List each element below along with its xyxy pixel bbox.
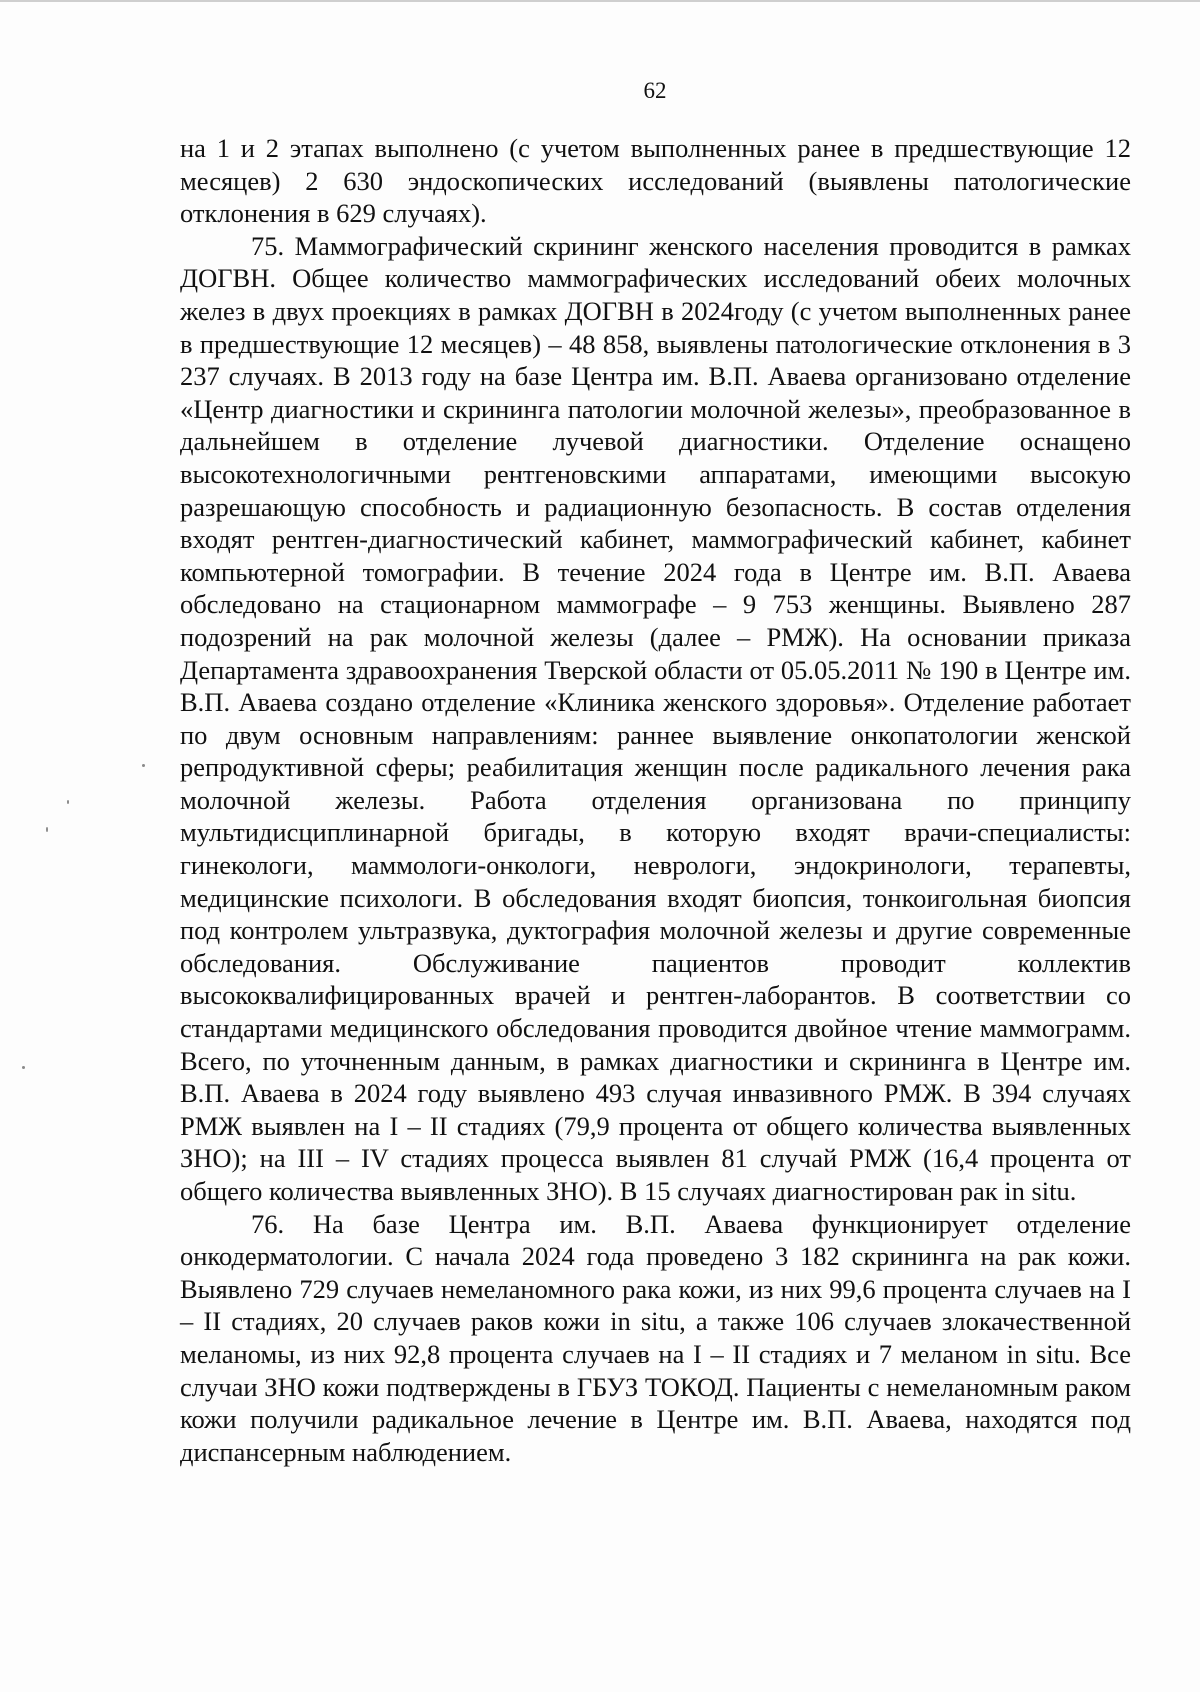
page-number: 62 xyxy=(643,78,667,103)
scan-speck xyxy=(46,827,48,832)
paragraph-75-mammography-screening: 75. Маммографический скрининг женского населения проводится в рамках ДОГВН. Общее количество маммографических исследований обеих молочных желез в двух проекциях в рамках ДОГВН в 2024году (с учетом выполненных ранее в предшествующие 12 месяцев) – 48 858, выявлены патологические отклонения в 3 237 случаях. В 2013 году на базе Центра им. В.П. Аваева организовано отделение «Центр диагностики и скрининга патологии молочной железы», преобразованное в дальнейшем в отделение лучевой диагностики. Отделение оснащено высокотехнологичными рентгеновскими аппаратами, имеющими высокую разрешающую способность и радиационную безопасность. В состав отделения входят рентген-диагностический кабинет, маммографический кабинет, кабинет компьютерной томографии. В течение 2024 года в Центре им. В.П. Аваева обследовано на стационарном маммографе – 9 753 женщины. Выявлено 287 подозрений на рак молочной железы (далее – РМЖ). На основании приказа Департамента здравоохранения Тверской области от 05.05.2011 № 190 в Центре им. В.П. Аваева создано отделение «Клиника женского здоровья». Отделение работает по двум основным направлениям: раннее выявление онкопатологии женской репродуктивной сферы; реабилитация женщин после радикального лечения рака молочной железы. Работа отделения организована по принципу мультидисциплинарной бригады, в которую входят врачи-специалисты: гинекологи, маммологи-онкологи, неврологи, эндокринологи, терапевты, медицинские психологи. В обследования входят биопсия, тонкоигольная биопсия под контролем ультразвука, дуктография молочной железы и другие современные обследования. Обслуживание пациентов проводит коллектив высококвалифицированных врачей и рентген-лаборантов. В соответствии со стандартами медицинского обследования проводится двойное чтение маммограмм. Всего, по уточненным данным, в рамках диагностики и скрининга в Центре им. В.П. Аваева в 2024 году выявлено 493 случая инвазивного РМЖ. В 394 случаях РМЖ выявлен на I – II стадиях (79,9 процента от общего количества выявленных ЗНО); на III – IV стадиях процесса выявлен 81 случай РМЖ (16,4 процента от общего количества выявленных ЗНО). В 15 случаях диагностирован рак in situ. xyxy=(180,230,1131,1206)
scan-speck xyxy=(67,800,69,804)
document-body xyxy=(180,132,1131,1468)
scan-speck xyxy=(22,1066,25,1069)
paragraph-76-oncodermatology: 76. На базе Центра им. В.П. Аваева функционирует отделение онкодерматологии. С начала 2024 года проведено 3 182 скрининга на рак кожи. Выявлено 729 случаев немеланомного рака кожи, из них 99,6 процента случаев на I – II стадиях, 20 случаев раков кожи in situ, а также 106 случаев злокачественной меланомы, из них 92,8 процента случаев на I – II стадиях и 7 меланом in situ. Все случаи ЗНО кожи подтверждены в ГБУЗ ТОКОД. Пациенты с немеланомным раком кожи получили радикальное лечение в Центре им. В.П. Аваева, находятся под диспансерным наблюдением. xyxy=(180,1208,1131,1467)
scan-top-edge xyxy=(0,0,1200,2)
paragraph-continuation: на 1 и 2 этапах выполнено (с учетом выполненных ранее в предшествующие 12 месяцев) 2 630 эндоскопических исследований (выявлены патологические отклонения в 629 случаях). xyxy=(180,133,1131,229)
scan-speck xyxy=(142,764,145,767)
